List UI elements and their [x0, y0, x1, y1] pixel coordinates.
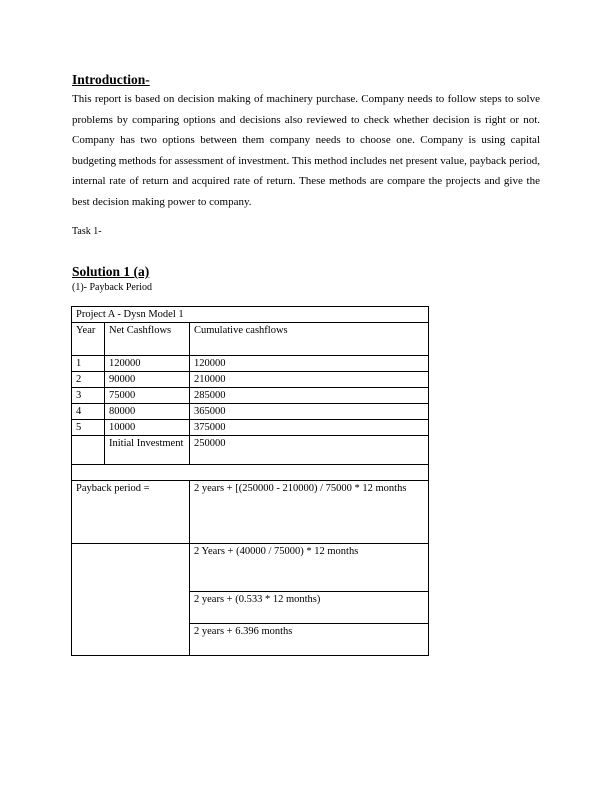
solution-heading: Solution 1 (a)	[72, 264, 150, 279]
cumulative-cashflow-cell: 375000	[190, 420, 429, 436]
table-title: Project A - Dysn Model 1	[72, 307, 429, 323]
year-cell: 3	[72, 388, 105, 404]
year-cell: 1	[72, 356, 105, 372]
net-cashflow-cell: 10000	[105, 420, 190, 436]
table-row	[72, 420, 429, 436]
payback-period-label: Payback period =	[72, 481, 190, 544]
cumulative-cashflow-cell: 285000	[190, 388, 429, 404]
year-cell: 2	[72, 372, 105, 388]
table-row	[72, 388, 429, 404]
table-row	[72, 404, 429, 420]
payback-step-1: 2 years + [(250000 - 210000) / 75000 * 12 months	[190, 481, 429, 544]
net-cashflow-cell: 90000	[105, 372, 190, 388]
year-cell: 4	[72, 404, 105, 420]
initial-investment-value: 250000	[190, 436, 429, 465]
table-row	[72, 356, 429, 372]
net-cashflow-cell: 120000	[105, 356, 190, 372]
net-cashflow-cell: 75000	[105, 388, 190, 404]
cumulative-cashflow-cell: 365000	[190, 404, 429, 420]
header-cumulative-cashflows: Cumulative cashflows	[190, 323, 429, 356]
header-net-cashflows: Net Cashflows	[105, 323, 190, 356]
cumulative-cashflow-cell: 120000	[190, 356, 429, 372]
task-label: Task 1-	[72, 226, 102, 237]
introduction-heading: Introduction-	[72, 72, 150, 87]
initial-investment-label: Initial Investment	[105, 436, 190, 465]
table-row	[72, 436, 429, 465]
empty-spacer-row	[72, 465, 429, 481]
cumulative-cashflow-cell: 210000	[190, 372, 429, 388]
payback-table	[71, 306, 429, 656]
year-cell: 5	[72, 420, 105, 436]
table-row	[72, 372, 429, 388]
introduction-paragraph: This report is based on decision making of machinery purchase. Company needs to follow steps to solve problems by comparing options and decisions also reviewed to check whether decision is right or not. Company has two options between them company needs to choose one. Company is using capital budgeting methods for assessment of investment. This method includes net present value, payback period, internal rate of return and acquired rate of return. These methods are compare the projects and give the best decision making power to company.	[72, 93, 540, 208]
payback-step-2: 2 Years + (40000 / 75000) * 12 months	[190, 544, 429, 592]
solution-subheading: (1)- Payback Period	[72, 282, 152, 293]
net-cashflow-cell: 80000	[105, 404, 190, 420]
empty-label-cell	[72, 544, 190, 656]
payback-step-4: 2 years + 6.396 months	[190, 624, 429, 656]
year-cell	[72, 436, 105, 465]
header-year: Year	[72, 323, 105, 356]
payback-step-3: 2 years + (0.533 * 12 months)	[190, 592, 429, 624]
